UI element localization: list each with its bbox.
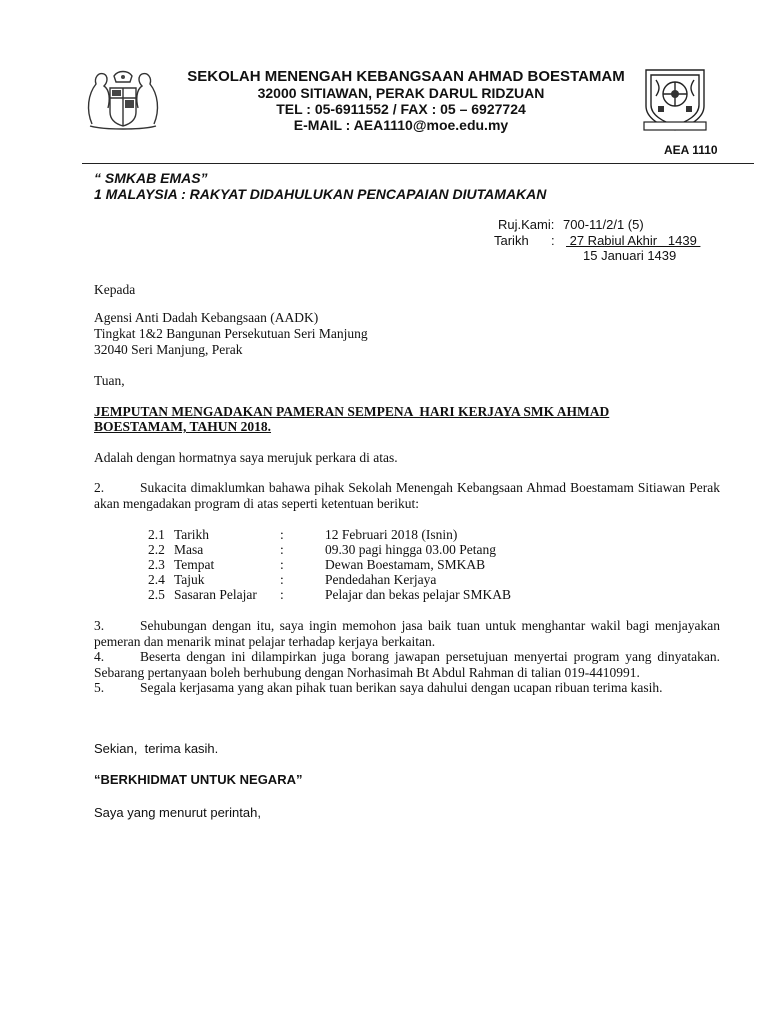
recipient-line-1: Agensi Anti Dadah Kebangsaan (AADK) <box>94 310 319 325</box>
detail-value: Dewan Boestamam, SMKAB <box>325 557 486 572</box>
detail-value: 09.30 pagi hingga 03.00 Petang <box>325 542 496 557</box>
detail-separator: : <box>280 587 284 602</box>
date-label: Tarikh <box>494 233 529 248</box>
subject-line-1: JEMPUTAN MENGADAKAN PAMERAN SEMPENA HARI KERJAYA SMK AHMAD <box>94 404 610 419</box>
detail-number: 2.5 <box>148 587 165 602</box>
subject-line-2: BOESTAMAM, TAHUN 2018. <box>94 419 272 434</box>
para-4-number: 4. <box>94 649 105 664</box>
detail-row <box>0 542 768 558</box>
para-2-number: 2. <box>94 480 105 495</box>
school-name: SEKOLAH MENENGAH KEBANGSAAN AHMAD BOESTAMAM <box>187 68 625 85</box>
detail-separator: : <box>280 542 284 557</box>
para-4-text: Beserta dengan ini dilampirkan juga borang jawapan persetujuan menyertai program yang dinyatakan. Sebarang pertanyaan boleh berhubung dengan Norhasimah Bt Abdul Rahman di talian 019-4410991. <box>94 649 720 680</box>
detail-separator: : <box>280 572 284 587</box>
detail-separator: : <box>280 557 284 572</box>
detail-number: 2.4 <box>148 572 165 587</box>
para-5-number: 5. <box>94 680 105 695</box>
school-crest-icon <box>638 66 712 134</box>
hijri-date: 27 Rabiul Akhir 1439 <box>566 233 701 248</box>
detail-label: Masa <box>174 542 204 557</box>
motto-line-1: “ SMKAB EMAS” <box>94 170 208 186</box>
date-colon: : <box>551 233 555 248</box>
recipient-line-3: 32040 Seri Manjung, Perak <box>94 342 243 357</box>
school-code: AEA 1110 <box>664 143 718 157</box>
detail-number: 2.3 <box>148 557 165 572</box>
para-3-text: Sehubungan dengan itu, saya ingin memohon jasa baik tuan untuk menghantar wakil bagi menjayakan pemeran dan menarik minat pelajar terhadap kerjaya berkaitan. <box>94 618 720 649</box>
header-divider <box>82 163 754 164</box>
detail-value: 12 Februari 2018 (Isnin) <box>325 527 458 542</box>
motto-line-2: 1 MALAYSIA : RAKYAT DIDAHULUKAN PENCAPAIAN DIUTAMAKAN <box>94 186 547 202</box>
para-5-text: Segala kerjasama yang akan pihak tuan berikan saya dahului dengan ucapan ribuan terima kasih. <box>140 680 663 695</box>
detail-row <box>0 527 768 543</box>
closing-slogan: “BERKHIDMAT UNTUK NEGARA” <box>94 772 303 787</box>
detail-value: Pendedahan Kerjaya <box>325 572 437 587</box>
malaysia-coat-of-arms-icon <box>80 66 166 132</box>
recipient-kepada: Kepada <box>94 282 136 297</box>
closing-sekian: Sekian, terima kasih. <box>94 741 219 756</box>
detail-row <box>0 572 768 588</box>
salutation: Tuan, <box>94 373 125 388</box>
detail-label: Tajuk <box>174 572 205 587</box>
para-3-number: 3. <box>94 618 105 633</box>
school-address: 32000 SITIAWAN, PERAK DARUL RIDZUAN <box>257 85 545 101</box>
detail-row <box>0 587 768 603</box>
para-2-text: Sukacita dimaklumkan bahawa pihak Sekolah Menengah Kebangsaan Ahmad Boestamam Sitiawan Perak akan mengadakan program di atas seperti ketentuan berikut: <box>94 480 720 511</box>
detail-number: 2.2 <box>148 542 165 557</box>
closing-perintah: Saya yang menurut perintah, <box>94 805 261 820</box>
ref-value: 700-11/2/1 (5) <box>563 217 644 232</box>
school-email: E-MAIL : AEA1110@moe.edu.my <box>293 117 509 133</box>
detail-separator: : <box>280 527 284 542</box>
gregorian-date: 15 Januari 1439 <box>583 248 677 263</box>
recipient-line-2: Tingkat 1&2 Bangunan Persekutuan Seri Manjung <box>94 326 368 341</box>
school-phone-fax: TEL : 05-6911552 / FAX : 05 – 6927724 <box>276 101 526 117</box>
detail-label: Sasaran Pelajar <box>174 587 257 602</box>
ref-label: Ruj.Kami: <box>498 217 555 232</box>
detail-label: Tarikh <box>174 527 210 542</box>
detail-row <box>0 557 768 573</box>
opening-paragraph: Adalah dengan hormatnya saya merujuk perkara di atas. <box>94 450 398 465</box>
detail-label: Tempat <box>174 557 215 572</box>
detail-number: 2.1 <box>148 527 165 542</box>
detail-value: Pelajar dan bekas pelajar SMKAB <box>325 587 511 602</box>
